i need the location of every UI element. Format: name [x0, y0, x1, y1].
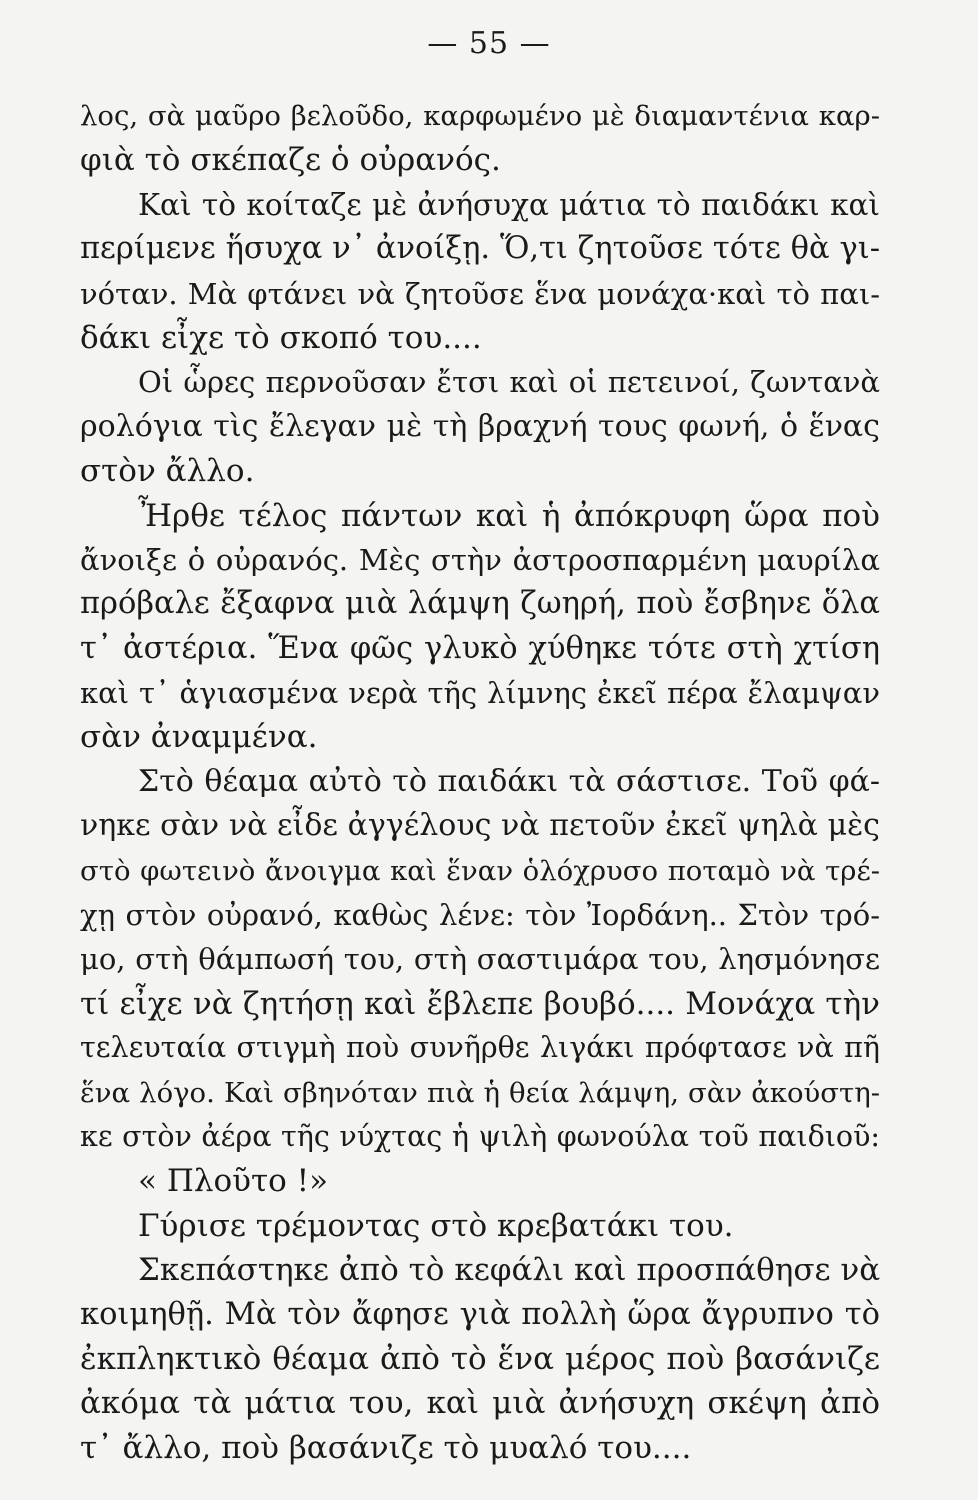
text-line: ἕνα λόγο. Καὶ σβηνόταν πιὰ ἡ θεία λάμψη, σὰν ἀκούστη-	[80, 1076, 880, 1109]
text-line: νηκε σὰν νὰ εἶδε ἀγγέλους νὰ πετοῦν ἐκεῖ ψηλὰ μὲς	[80, 808, 880, 844]
text-line: στὸν ἄλλο.	[80, 453, 255, 490]
text-line: λος, σὰ μαῦρο βελοῦδο, καρφωμένο μὲ διαμαντένια καρ-	[80, 100, 880, 132]
text-line: μο, στὴ θάμπωσή του, στὴ σαστιμάρα του, λησμόνησε	[80, 942, 880, 977]
text-line: τ᾿ ἀστέρια. Ἕνα φῶς γλυκὸ χύθηκε τότε στὴ χτίση	[80, 630, 880, 666]
text-line: δάκι εἶχε τὸ σκοπό του....	[80, 319, 482, 356]
text-line: σὰν ἀναμμένα.	[80, 719, 318, 756]
text-line: στὸ φωτεινὸ ἄνοιγμα καὶ ἕναν ὁλόχρυσο ποταμὸ νὰ τρέ-	[80, 854, 880, 887]
text-line: Ἦρθε τέλος πάντων καὶ ἡ ἀπόκρυφη ὥρα ποὺ	[138, 497, 880, 534]
text-line: κοιμηθῇ. Μὰ τὸν ἄφησε γιὰ πολλὴ ὥρα ἄγρυπνο τὸ	[80, 1296, 880, 1332]
text-line: ἀκόμα τὰ μάτια του, καὶ μιὰ ἀνήσυχη σκέψη ἀπὸ	[80, 1385, 880, 1422]
text-line: Σκεπάστηκε ἀπὸ τὸ κεφάλι καὶ προσπάθησε νὰ	[138, 1252, 881, 1289]
text-line: ἐκπληκτικὸ θέαμα ἀπὸ τὸ ἕνα μέρος ποὺ βασάνιζε	[80, 1340, 880, 1377]
text-line: ρολόγια τὶς ἔλεγαν μὲ τὴ βραχνή τους φωνή, ὁ ἕνας	[80, 408, 880, 444]
page-number: — 55 —	[427, 26, 551, 61]
text-line: τί εἶχε νὰ ζητήσῃ καὶ ἔβλεπε βουβό.... Μονάχα τὴν	[80, 985, 880, 1022]
text-line: Καὶ τὸ κοίταζε μὲ ἀνήσυχα μάτια τὸ παιδάκι καὶ	[138, 187, 880, 222]
text-line: περίμενε ἥσυχα ν᾿ ἀνοίξῃ. Ὅ,τι ζητοῦσε τότε θὰ γι-	[80, 231, 880, 267]
body-text	[80, 94, 880, 1470]
text-line: Στὸ θέαμα αὐτὸ τὸ παιδάκι τὰ σάστισε. Τοῦ φά-	[138, 763, 880, 799]
text-line: χῃ στὸν οὐρανό, καθὼς λένε: τὸν Ἰορδάνη.. Στὸν τρό-	[80, 898, 880, 933]
text-line: « Πλοῦτο !»	[138, 1163, 329, 1200]
text-line: νόταν. Μὰ φτάνει νὰ ζητοῦσε ἕνα μονάχα·καὶ τὸ παι-	[80, 276, 880, 311]
text-line: καὶ τ᾿ ἁγιασμένα νερὰ τῆς λίμνης ἐκεῖ πέρα ἔλαμψαν	[80, 676, 880, 711]
text-line: Οἱ ὧρες περνοῦσαν ἔτσι καὶ οἱ πετεινοί, ζωντανὰ	[138, 365, 880, 400]
text-line: κε στὸν ἀέρα τῆς νύχτας ἡ ψιλὴ φωνούλα τοῦ παιδιοῦ:	[80, 1119, 880, 1153]
text-line: τ᾿ ἄλλο, ποὺ βασάνιζε τὸ μυαλό του....	[80, 1429, 692, 1466]
text-line: τελευταία στιγμὴ ποὺ συνῆρθε λιγάκι πρόφτασε νὰ πῆ	[80, 1031, 880, 1065]
text-line: φιὰ τὸ σκέπαζε ὁ οὐρανός.	[80, 142, 501, 179]
text-line: Γύρισε τρέμοντας στὸ κρεβατάκι του.	[138, 1207, 734, 1244]
text-line: πρόβαλε ἔξαφνα μιὰ λάμψη ζωηρή, ποὺ ἔσβηνε ὅλα	[80, 586, 880, 622]
text-line: ἄνοιξε ὁ οὐρανός. Μὲς στὴν ἀστροσπαρμένη μαυρίλα	[80, 542, 880, 577]
